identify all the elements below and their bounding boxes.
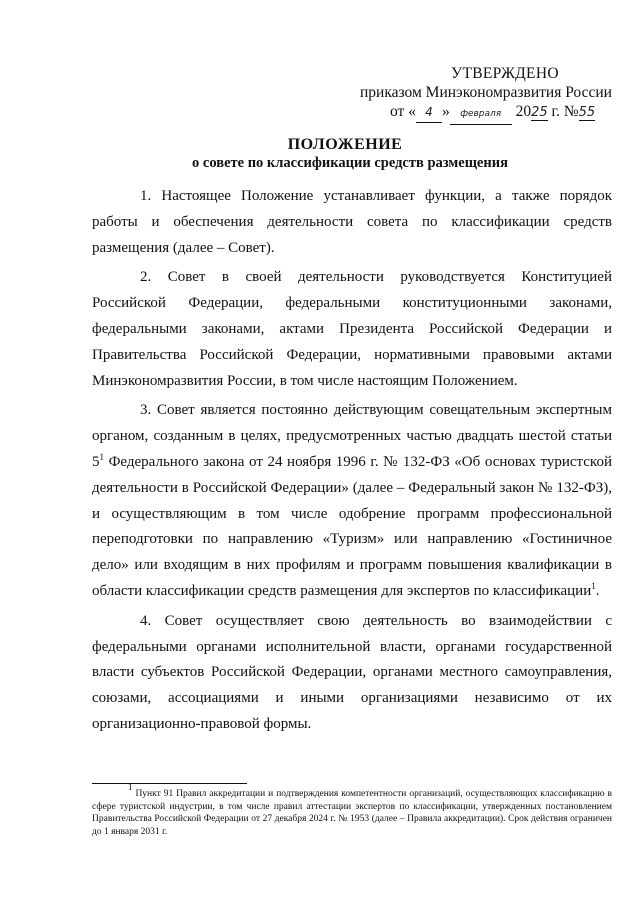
paragraph-3-part-a: 3. Совет является постоянно действующим совещательным экспертным органом, созданным в целях, предусмотренных частью двадцать шестой статьи 5 [92, 402, 612, 470]
handwritten-month: февраля [450, 105, 512, 125]
number-prefix: г. № [551, 103, 579, 120]
document-subtitle: о совете по классификации средств размещения [192, 155, 508, 171]
year-prefix: 20 [515, 103, 532, 120]
paragraph-1: 1. Настоящее Положение устанавливает функции, а также порядок работы и обеспечения деятельности совета по классификации средств размещения (далее – Совет). [92, 188, 612, 256]
footnote [92, 782, 612, 838]
paragraph-3 [92, 398, 612, 604]
handwritten-day: 4 [416, 103, 442, 123]
paragraph-3-end: . [595, 582, 600, 599]
approval-block [360, 64, 610, 125]
paragraph-3-part-b: Федерального закона от 24 ноября 1996 г. № 132-ФЗ «Об основах туристской деятельности в Российской Федерации» (далее – Федеральный закон № 132-ФЗ), и осуществляющим в том числе одобрение программ профессиональной переподготовки по направлению «Туризм» или направлению «Гостиничное дело» или входящим в них профилям и программ повышения квалификации в области классификации средств размещения для экспертов по классификации [92, 453, 612, 599]
handwritten-year: 25 [531, 105, 548, 120]
approval-order-line: приказом Минэкономразвития России [360, 84, 612, 101]
footnote-text: Пункт 91 Правил аккредитации и подтверждения компетентности организаций, осуществляющих классификацию в сфере туристской индустрии, в том числе правил аттестации экспертов по классификации, утвержденных постановлением Правительства Российской Федерации от 27 декабря 2024 г. № 1953 (далее – Правила аккредитации). Срок действия ограничен до 1 января 2031 г. [92, 789, 612, 837]
footnote-divider [92, 783, 247, 784]
date-prefix: от « [390, 103, 416, 120]
article-superscript: 1 [99, 451, 104, 462]
document-body [92, 184, 612, 742]
date-quote-close: » [441, 103, 450, 120]
footnote-marker: 1 [128, 782, 133, 792]
document-title: ПОЛОЖЕНИЕ [287, 136, 403, 153]
footnote-reference[interactable]: 1 [591, 580, 596, 591]
approval-title: УТВЕРЖДЕНО [451, 65, 559, 82]
paragraph-4: 4. Совет осуществляет свою деятельность во взаимодействии с федеральными органами исполнительной власти, органами государственной власти субъектов Российской Федерации, органами местного самоуправления, союзами, ассоциациями и иными организациями независимо от их организационно-правовой формы. [92, 612, 612, 732]
approval-date-line [360, 102, 610, 125]
paragraph-2: 2. Совет в своей деятельности руководствуется Конституцией Российской Федерации, федеральными конституционными законами, федеральными законами, актами Президента Российской Федерации и Правительства Российской Федерации, нормативными правовыми актами Минэкономразвития России, в том числе настоящим Положением. [92, 269, 612, 389]
handwritten-number: 55 [578, 105, 596, 120]
